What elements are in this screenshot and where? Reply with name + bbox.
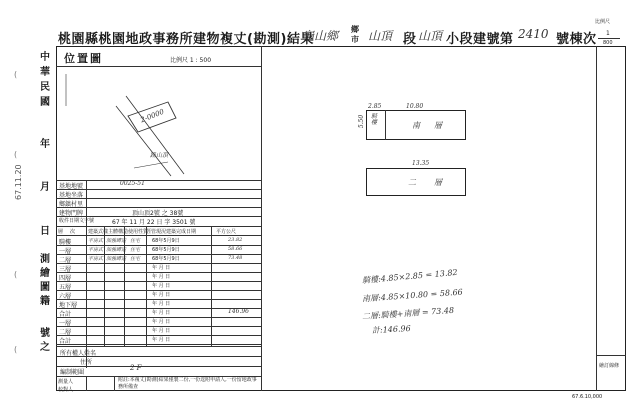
room2-suffix: 層 <box>434 178 442 187</box>
document-title: 桃園縣桃園地政事務所建物複丈(勘測)結果 <box>58 32 314 47</box>
binding-mark: ( <box>14 345 18 354</box>
floor-label: 合計 <box>59 338 72 345</box>
address-label: 住所 <box>80 359 93 366</box>
margin-char-guo: 國 <box>40 97 50 108</box>
received-date-stamp: 67.11.20 <box>14 164 23 200</box>
margin-char-min: 民 <box>40 82 50 93</box>
margin-char-tu: 圖 <box>40 282 50 293</box>
floor-label: 五層 <box>59 284 72 291</box>
calc-line-3: 二層:騎樓+南層 = 73.48 <box>361 305 455 322</box>
floor-area: 58.66 <box>228 246 243 252</box>
floor-use: 住宅 <box>130 256 141 262</box>
floor-style: 平房式 <box>88 247 104 253</box>
location-map-sketch <box>56 66 261 180</box>
floor-use: 住宅 <box>130 247 141 253</box>
floor-completion-date: 年 月 日 <box>152 319 171 325</box>
room1-suffix: 層 <box>434 121 442 130</box>
floor-label: 六層 <box>59 293 72 300</box>
binding-mark: ( <box>14 270 18 279</box>
survey-person-label: 測量人 <box>58 379 74 385</box>
col-header-order: 次 <box>70 229 76 235</box>
margin-char-yue: 月 <box>40 182 50 193</box>
floor-completion-date: 年 月 日 <box>152 328 171 334</box>
building-no-handwritten: 2410 <box>518 27 549 41</box>
floor-label: 二層 <box>59 257 72 264</box>
district-label-bottom: 市 <box>351 35 359 44</box>
floor-label: 二層 <box>59 329 72 336</box>
calc-line-4: 計:146.96 <box>371 323 411 336</box>
floor-structure: 加強磚造 <box>106 256 127 262</box>
floor-label: 一層 <box>59 248 72 255</box>
form-number: 67.6.10,000 <box>572 394 603 400</box>
floor-completion-date: 年 月 日 <box>152 301 171 307</box>
location-map-title: 位置圖 <box>64 52 103 65</box>
margin-char-ji: 籍 <box>40 296 50 307</box>
margin-char-zhong: 中 <box>40 52 50 63</box>
calc-line-2: 南層:4.85×10.80 = 58.66 <box>361 287 464 304</box>
col-header-structure: 主體構造 <box>108 229 129 235</box>
col-header-area: 平方公尺 <box>216 229 237 235</box>
location-map-scale: 比例尺 1 : 500 <box>170 57 212 64</box>
col-header-status: 經管現況 <box>146 229 167 235</box>
draft-label: 編制範圍 <box>60 369 85 376</box>
room1-label: 南 <box>412 121 420 130</box>
parcel-label: 2-0000 <box>139 107 166 125</box>
township-handwritten: 龜山鄉 <box>302 29 339 43</box>
floor-structure: 加強磚造 <box>106 247 127 253</box>
owner-label: 所有權人姓名 <box>60 350 97 357</box>
binding-mark: ( <box>14 70 18 79</box>
col-header-style: 建築式樣 <box>88 229 109 235</box>
row-label-door-plate: 建物門牌 <box>59 210 84 217</box>
room2-label: 二 <box>408 178 416 187</box>
dim-left-a: 2.85 <box>368 103 382 110</box>
floor-use: 住宅 <box>130 238 141 244</box>
corner-scale-label: 比例尺 <box>595 19 611 25</box>
floor-label: 四層 <box>59 275 72 282</box>
margin-char-zhi: 之 <box>40 342 50 353</box>
floor-structure: 加強磚造 <box>106 238 127 244</box>
col-header-date: 建築完成日期 <box>166 229 197 235</box>
row-label-land-no: 基地地號 <box>59 183 84 190</box>
margin-char-nian: 年 <box>40 139 50 150</box>
section-handwritten: 山頂 <box>368 29 393 43</box>
col-header-floor: 層 <box>58 229 64 235</box>
floor-completion-date: 68年5月9日 <box>152 256 180 262</box>
footnote: 附註:本複丈(勘測)結果僅製二份,一份逕附申請人,一份留地政事務所備查 <box>118 377 257 390</box>
floor-completion-date: 年 月 日 <box>152 265 171 271</box>
floor-area: 73.48 <box>228 255 243 261</box>
land-no-value: 0025-51 <box>120 180 145 187</box>
col-header-use: 使用性質 <box>128 229 149 235</box>
building-no-label: 小段建號第 <box>446 32 514 47</box>
draft-value: 2 F <box>130 364 142 372</box>
corner-page-no: 800 <box>603 40 613 46</box>
margin-char-hui: 繪 <box>40 268 50 279</box>
floor-style: 平房式 <box>88 256 104 262</box>
floor-label: 騎樓 <box>59 239 72 246</box>
row-label-land-location: 基地坐落 <box>59 192 84 199</box>
row-label-village: 鄉鎮村里 <box>59 201 84 208</box>
floor-completion-date: 68年5月9日 <box>152 247 180 253</box>
checker-label: 校對人 <box>58 387 74 393</box>
margin-char-hao: 號 <box>40 328 50 339</box>
subsection-handwritten: 山頂 <box>418 29 443 43</box>
arcade-label: 騎樓 <box>371 113 378 126</box>
floor-completion-date: 年 月 日 <box>152 274 171 280</box>
total-area: 146.96 <box>228 308 249 315</box>
floor-area: 23.82 <box>228 237 243 243</box>
unit-label: 號棟次 <box>556 32 597 47</box>
floor-completion-date: 年 月 日 <box>152 337 171 343</box>
floor-completion-date: 年 月 日 <box>152 283 171 289</box>
floor-plan-second-floor <box>366 168 466 196</box>
dim-top: 10.80 <box>406 103 424 110</box>
calc-line-1: 騎樓:4.85×2.85 = 13.82 <box>361 267 458 286</box>
door-plate-value: 頂山頂2號 之 38號 <box>132 210 184 217</box>
floor-label: 地下層 <box>59 302 78 309</box>
received-value: 67 年 11 月 22 日 字 3501 號 <box>112 219 196 226</box>
margin-char-ri: 日 <box>40 226 50 237</box>
row-label-received: 收件日期文字號 <box>59 218 95 224</box>
margin-char-hua: 華 <box>40 67 50 78</box>
district-label-top: 鄉 <box>351 25 359 34</box>
floor-row-divider <box>56 344 261 345</box>
floor-completion-date: 68年5月9日 <box>152 238 180 244</box>
dim-mid: 13.35 <box>412 160 430 167</box>
dim-left-b: 5.50 <box>358 114 366 129</box>
floor-style: 平房式 <box>88 238 104 244</box>
binding-mark: ( <box>14 150 18 159</box>
floor-label: 一層 <box>59 320 72 327</box>
floor-label: 合計 <box>59 311 72 318</box>
floor-label: 三層 <box>59 266 72 273</box>
margin-char-ce: 測 <box>40 254 50 265</box>
floor-completion-date: 年 月 日 <box>152 292 171 298</box>
street-label: 路山頂 <box>150 152 169 159</box>
corner-scale-value: 1 <box>606 30 610 37</box>
stamp-label: 繪訂線條 <box>599 363 620 369</box>
section-label: 段 <box>403 32 417 47</box>
floor-completion-date: 年 月 日 <box>152 310 171 316</box>
